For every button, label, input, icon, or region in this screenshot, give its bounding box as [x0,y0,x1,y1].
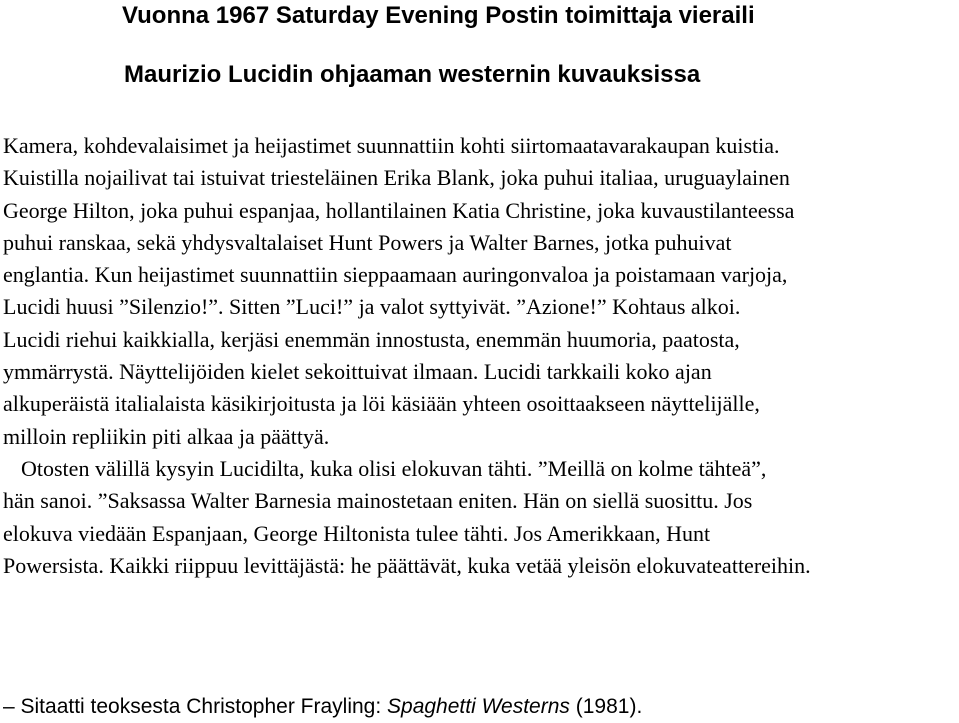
paragraph-line: Kuistilla nojailivat tai istuivat triesteläinen Erika Blank, joka puhui italiaa, uruguaylainen [3,165,790,191]
paragraph-line: Powersista. Kaikki riippuu levittäjästä: he päättävät, kuka vetää yleisön elokuvateattereihin. [3,552,811,578]
citation-prefix: – Sitaatti teoksesta Christopher Frayling: [3,695,388,718]
paragraph-line: Lucidi riehui kaikkialla, kerjäsi enemmän innostusta, enemmän huumoria, paatosta, [3,326,740,352]
heading-line-2: Maurizio Lucidin ohjaaman westernin kuvauksissa [124,61,701,88]
citation [3,694,642,720]
paragraph-line: alkuperäistä italialaista käsikirjoitusta ja löi käsiään yhteen osoittaakseen näyttelijälle, [3,391,760,417]
paragraph-line: Otosten välillä kysyin Lucidilta, kuka olisi elokuvan tähti. ”Meillä on kolme tähteä”, [21,455,767,481]
body-text [3,130,959,582]
citation-book-title: Spaghetti Westerns [387,695,570,718]
paragraph-line: milloin repliikin piti alkaa ja päättyä. [3,423,330,449]
paragraph-line: George Hilton, joka puhui espanjaa, hollantilainen Katia Christine, joka kuvaustilanteessa [3,197,795,223]
paragraph-line: elokuva viedään Espanjaan, George Hiltonista tulee tähti. Jos Amerikkaan, Hunt [3,520,711,546]
paragraph-line: ymmärrystä. Näyttelijöiden kielet sekoittuivat ilmaan. Lucidi tarkkaili koko ajan [3,359,712,385]
heading-line-1: Vuonna 1967 Saturday Evening Postin toimittaja vieraili [122,2,755,29]
paragraph-1 [3,130,959,453]
paragraph-2 [3,453,959,582]
paragraph-line: Kamera, kohdevalaisimet ja heijastimet suunnattiin kohti siirtomaatavarakaupan kuistia. [3,133,780,158]
paragraph-line: hän sanoi. ”Saksassa Walter Barnesia mainostetaan eniten. Hän on siellä suosittu. Jos [3,488,753,514]
paragraph-line: puhui ranskaa, sekä yhdysvaltalaiset Hunt Powers ja Walter Barnes, jotka puhuivat [3,229,732,255]
paragraph-line: englantia. Kun heijastimet suunnattiin sieppaamaan auringonvaloa ja poistamaan varjoja, [3,262,788,288]
citation-suffix: (1981). [569,695,643,718]
paragraph-line: Lucidi huusi ”Silenzio!”. Sitten ”Luci!” ja valot syttyivät. ”Azione!” Kohtaus alkoi. [3,294,741,320]
